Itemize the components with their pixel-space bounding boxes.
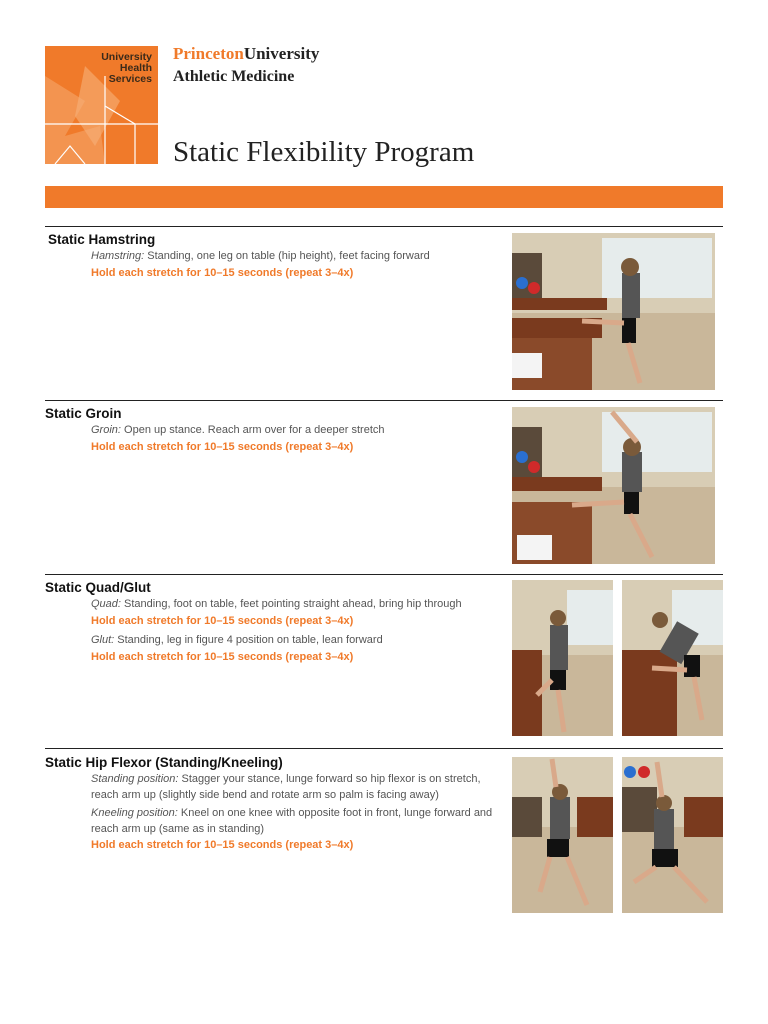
hold-instruction: Hold each stretch for 10–15 seconds (repeat 3–4x) bbox=[91, 441, 354, 453]
section-title-quad-glut: Static Quad/Glut bbox=[45, 580, 151, 595]
quad-stretch-photo bbox=[512, 580, 613, 736]
section-title-groin: Static Groin bbox=[45, 406, 122, 421]
section-divider bbox=[45, 400, 723, 401]
hamstring-stretch-photo bbox=[512, 233, 715, 390]
hold-instruction: Hold each stretch for 10–15 seconds (repeat 3–4x) bbox=[91, 651, 354, 663]
institution-name bbox=[173, 44, 319, 64]
section-divider bbox=[45, 574, 723, 575]
university-health-services-logo bbox=[45, 46, 158, 164]
hold-instruction: Hold each stretch for 10–15 seconds (repeat 3–4x) bbox=[91, 615, 354, 627]
page-title: Static Flexibility Program bbox=[173, 136, 475, 168]
hold-instruction: Hold each stretch for 10–15 seconds (repeat 3–4x) bbox=[91, 839, 354, 851]
section-description-standing: Standing position: Stagger your stance, lunge forward so hip flexor is on stretch, reach arm up (slightly side bend and rotate arm so palm is facing away) bbox=[91, 773, 481, 801]
section-description-kneeling: Kneeling position: Kneel on one knee with opposite foot in front, lunge forward and reach arm up (same as in standing) bbox=[91, 807, 493, 835]
groin-stretch-photo bbox=[512, 407, 715, 564]
hold-instruction: Hold each stretch for 10–15 seconds (repeat 3–4x) bbox=[91, 267, 354, 279]
section-description: Groin: Open up stance. Reach arm over for a deeper stretch bbox=[91, 424, 385, 436]
brand-university: University bbox=[243, 44, 320, 63]
hip-flexor-kneeling-photo bbox=[622, 757, 723, 913]
section-title-hamstring: Static Hamstring bbox=[48, 232, 156, 247]
accent-bar bbox=[45, 186, 723, 208]
section-title-hip-flexor: Static Hip Flexor (Standing/Kneeling) bbox=[45, 755, 283, 770]
section-divider bbox=[45, 226, 723, 227]
logo-text: University Health Services bbox=[101, 51, 152, 85]
section-divider bbox=[45, 748, 723, 749]
brand-princeton: Princeton bbox=[173, 44, 244, 63]
section-description: Hamstring: Standing, one leg on table (hip height), feet facing forward bbox=[91, 250, 430, 262]
glut-stretch-photo bbox=[622, 580, 723, 736]
hip-flexor-standing-photo bbox=[512, 757, 613, 913]
section-description-glut: Glut: Standing, leg in figure 4 position on table, lean forward bbox=[91, 634, 383, 646]
department-name: Athletic Medicine bbox=[173, 68, 295, 85]
section-description-quad: Quad: Standing, foot on table, feet pointing straight ahead, bring hip through bbox=[91, 598, 462, 610]
